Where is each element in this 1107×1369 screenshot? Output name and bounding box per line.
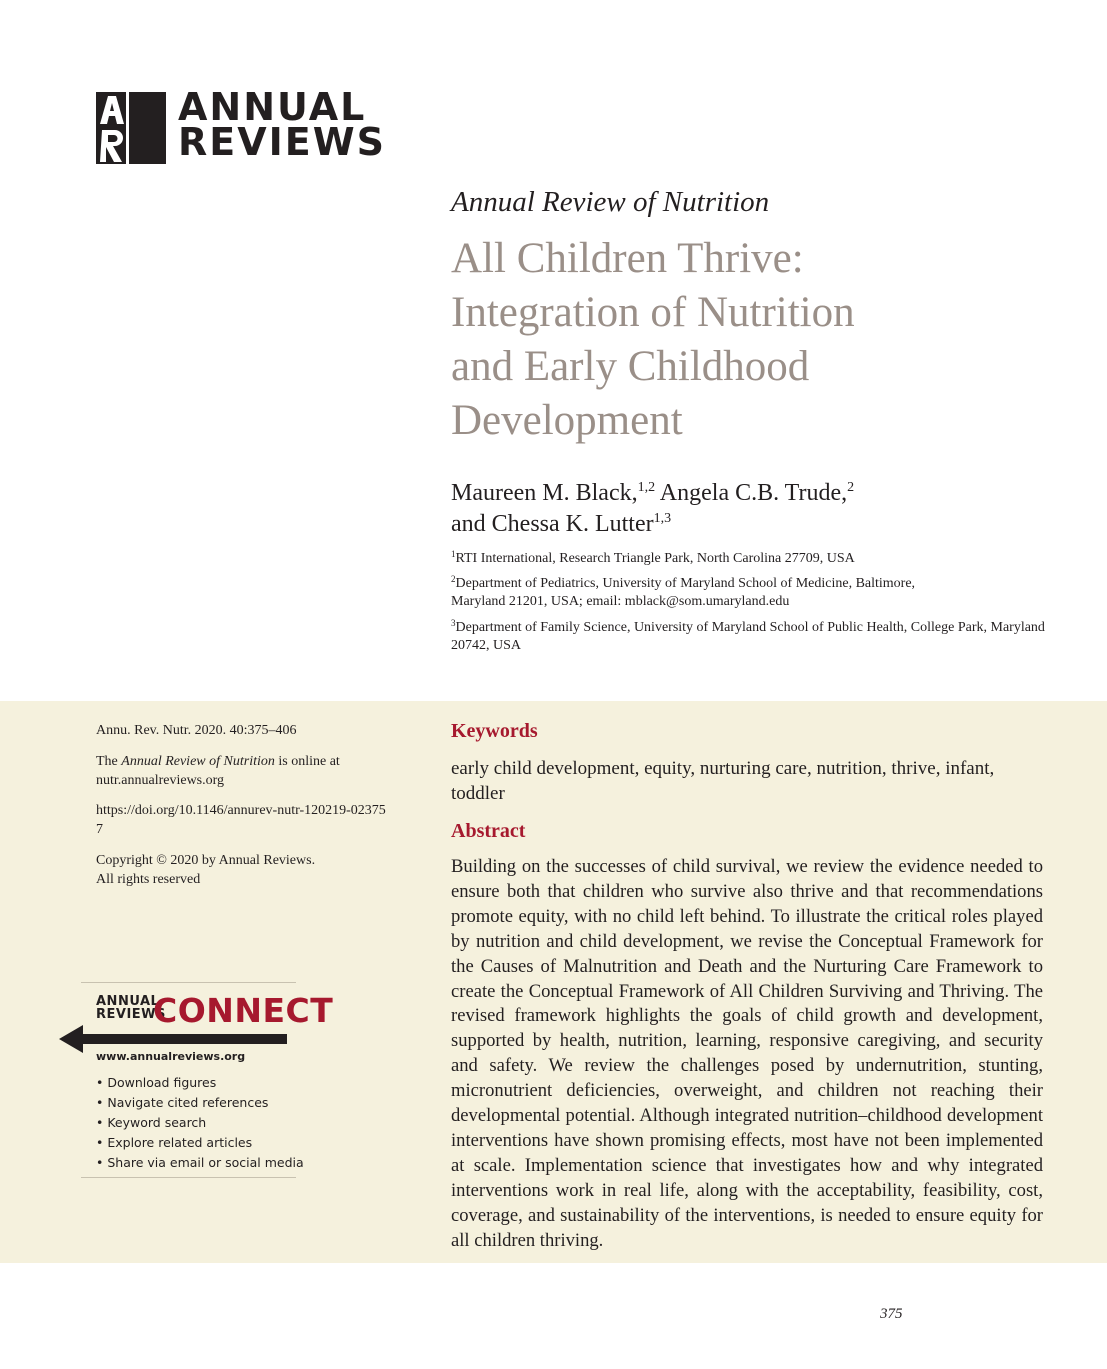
connect-small-line: ANNUAL bbox=[96, 994, 160, 1009]
logo-word-annual: ANNUAL bbox=[178, 85, 367, 129]
logo-wordmark bbox=[178, 85, 387, 164]
connect-url[interactable]: www.annualreviews.org bbox=[96, 1050, 246, 1063]
affiliation-text: Department of Family Science, University of Maryland School of Public Health, College Park, Maryland 20742, USA bbox=[451, 620, 1045, 653]
connect-small-line: REVIEWS bbox=[96, 1007, 166, 1022]
affiliation bbox=[451, 619, 1051, 655]
affiliation bbox=[451, 550, 1071, 568]
list-item: • Download figures bbox=[96, 1075, 217, 1090]
online-note-journal: Annual Review of Nutrition bbox=[121, 754, 275, 769]
author-list bbox=[451, 478, 854, 540]
connect-title: CONNECT bbox=[153, 991, 334, 1030]
author-affiliation-mark: 1,3 bbox=[653, 511, 672, 526]
copyright bbox=[96, 851, 396, 889]
author-name: Maureen M. Black, bbox=[451, 480, 638, 506]
list-item: • Navigate cited references bbox=[96, 1095, 269, 1110]
affiliation-number: 2 bbox=[451, 574, 456, 584]
affiliation-number: 1 bbox=[451, 549, 456, 559]
affiliation-number: 3 bbox=[451, 618, 456, 628]
journal-name: Annual Review of Nutrition bbox=[451, 186, 770, 218]
title-line: Development bbox=[451, 397, 683, 444]
article-title bbox=[451, 232, 1071, 448]
online-note bbox=[96, 752, 366, 790]
annual-reviews-logo-mark bbox=[96, 92, 166, 164]
citation: Annu. Rev. Nutr. 2020. 40:375–406 bbox=[96, 723, 297, 738]
logo-word-reviews: REVIEWS bbox=[178, 120, 387, 164]
rights-line: All rights reserved bbox=[96, 872, 201, 887]
keywords-heading: Keywords bbox=[451, 720, 538, 742]
page-number: 375 bbox=[880, 1306, 903, 1322]
affiliation-text: RTI International, Research Triangle Park, North Carolina 27709, USA bbox=[455, 551, 855, 566]
affiliation-text: Department of Pediatrics, University of Maryland School of Medicine, Baltimore, Maryland 21201, USA; email: mblack@som.umaryland.edu bbox=[451, 576, 916, 609]
author-affiliation-mark: 2 bbox=[847, 480, 855, 495]
doi-link[interactable]: https://doi.org/10.1146/annurev-nutr-120219-023757 bbox=[96, 803, 386, 837]
annual-reviews-logo bbox=[96, 85, 387, 166]
abstract-text: Building on the successes of child survival, we review the evidence needed to ensure both that children who survive also thrive and that recommendations promote equity, with no child left behind. To illustrate the critical roles played by nutrition and child development, we revise the Conceptual Framework for the Causes of Malnutrition and Death and the Nurturing Care Framework to create the Conceptual Framework of All Children Surviving and Thriving. The revised framework highlights the goals of child growth and development, supported by health, nutrition, learning, responsive caregiving, and security and safety. We review the challenges posed by undernutrition, stunting, micronutrient deficiencies, overweight, and children not reaching their developmental potential. Although integrated nutrition–childhood development interventions have shown promising effects, most have not been implemented at scale. Implementation science that investigates how and why integrated interventions work in real life, along with the acceptability, feasibility, cost, coverage, and sustainability of the interventions, is needed to ensure equity for all children thriving. bbox=[451, 856, 1043, 1251]
online-note-text: The bbox=[96, 754, 122, 769]
list-item: • Keyword search bbox=[96, 1115, 207, 1130]
copyright-line: Copyright © 2020 by Annual Reviews. bbox=[96, 853, 316, 868]
abstract-heading: Abstract bbox=[451, 820, 526, 842]
author-name: and Chessa K. Lutter bbox=[451, 511, 654, 537]
author-name: Angela C.B. Trude, bbox=[655, 480, 848, 506]
keywords-text: early child development, equity, nurturing care, nutrition, thrive, infant, toddler bbox=[451, 758, 995, 804]
author-affiliation-mark: 1,2 bbox=[637, 480, 656, 495]
list-item: • Share via email or social media bbox=[96, 1155, 304, 1170]
connect-feature-list bbox=[96, 1073, 304, 1173]
title-line: Integration of Nutrition bbox=[451, 289, 855, 336]
list-item: • Explore related articles bbox=[96, 1135, 253, 1150]
title-line: and Early Childhood bbox=[451, 343, 810, 390]
online-note-text: is online at nutr.annualreviews.org bbox=[96, 754, 340, 788]
title-line: All Children Thrive: bbox=[451, 235, 804, 282]
affiliation bbox=[451, 575, 971, 611]
connect-box bbox=[81, 982, 334, 1178]
